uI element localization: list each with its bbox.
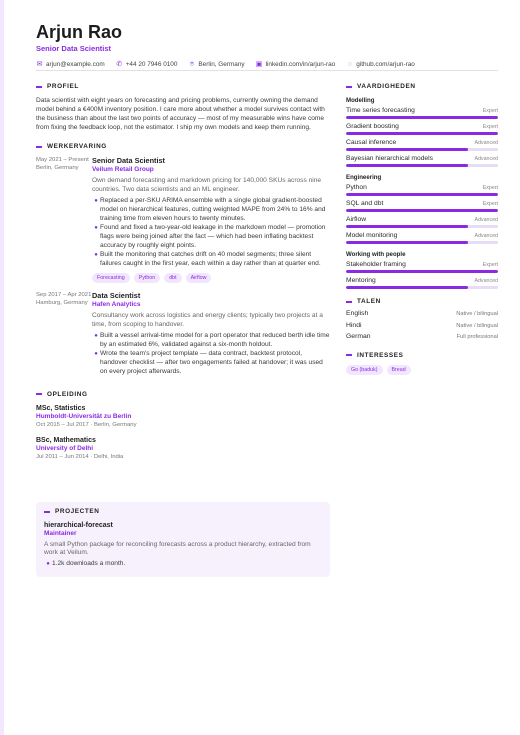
skill-item [346, 106, 498, 119]
language-item [346, 332, 498, 342]
skills-list [346, 97, 498, 289]
language-item [346, 321, 498, 331]
job-entry [36, 156, 330, 283]
list-item: ● 1.2k downloads a month. [46, 560, 126, 568]
experience-section [36, 143, 330, 376]
skill-bar-track [346, 116, 498, 119]
job-title: Senior Data Scientist [92, 156, 165, 166]
skill-bar-track [346, 286, 498, 289]
project-bullets [44, 560, 322, 569]
project-description: A small Python package for reconciling forecasts across a product hierarchy, extracted from work at Veilum. [44, 540, 311, 557]
header [36, 22, 498, 68]
github-text: github.com/arjun-rao [356, 61, 415, 68]
skill-bar-track [346, 164, 498, 167]
skill-name: Airflow [346, 216, 367, 223]
email-text: arjun@example.com [46, 61, 105, 68]
skill-bar-fill [346, 116, 498, 119]
job-description: Own demand forecasting and markdown pricing for 140,000 SKUs across nine countries. Two data scientists and an ML engineer. [92, 177, 322, 194]
degree: BSc, Mathematics [36, 436, 96, 444]
skill-bar-fill [346, 209, 498, 212]
section-marker [44, 511, 50, 513]
phone-text: +44 20 7946 0100 [125, 61, 178, 68]
tag: Airflow [186, 273, 212, 283]
skill-group-title: Working with people [346, 251, 406, 258]
project-name: hierarchical-forecast [44, 522, 113, 529]
section-marker [346, 301, 352, 303]
skill-bar-fill [346, 148, 468, 151]
language-level: Native / bilingual [456, 322, 498, 329]
profile-summary: Data scientist with eight years on forecasting and pricing problems, currently owning the demand model behind a €400M inventory position. I care more about whether a model survives contact with the business than about the last two points of accuracy — most of my measurable wins have come from fixing the feedback loop, not the estimator. I ship my own models and keep them running. [36, 97, 325, 132]
language-name: Hindi [346, 321, 362, 329]
skill-name: Gradient boosting [346, 123, 399, 130]
job-dates: Sep 2017 – Apr 2021 [36, 292, 92, 299]
skill-bar-track [346, 225, 498, 228]
school: Humboldt-Universität zu Berlin [36, 412, 132, 420]
tag: dbt [164, 273, 181, 283]
skill-group-title: Engineering [346, 174, 382, 181]
skill-bar-fill [346, 286, 468, 289]
job-company: Hafen Analytics [92, 301, 141, 309]
contact-phone[interactable] [116, 61, 178, 68]
job-bullets [92, 332, 330, 377]
skill-name: Causal inference [346, 139, 397, 146]
location-text: Berlin, Germany [198, 61, 245, 68]
skill-item [346, 154, 498, 167]
contact-location [188, 61, 244, 68]
job-location: Hamburg, Germany [36, 300, 88, 307]
job-description: Consultancy work across logistics and energy clients; typically two projects at a time, from scoping to handover. [92, 312, 323, 329]
skill-name: Bayesian hierarchical models [346, 155, 433, 162]
skill-bar-fill [346, 225, 468, 228]
sidebar-column [346, 83, 498, 375]
job-bullets [92, 197, 330, 268]
projects-section [36, 502, 330, 577]
skill-bar-track [346, 132, 498, 135]
languages-section [346, 298, 498, 342]
section-marker [36, 393, 42, 395]
candidate-name: Arjun Rao [36, 22, 123, 42]
section-title-skills: VAARDIGHEDEN [357, 83, 416, 90]
skill-level: Expert [482, 201, 498, 207]
main-column [36, 83, 330, 462]
skill-name: Model monitoring [346, 232, 398, 239]
section-title-interests: INTERESSES [357, 351, 404, 359]
section-title-education: OPLEIDING [47, 390, 88, 398]
skill-name: Stakeholder framing [346, 261, 406, 268]
skill-name: Time series forecasting [346, 107, 415, 114]
skill-item [346, 215, 498, 228]
skill-name: Mentoring [346, 277, 376, 284]
skill-level: Advanced [474, 217, 498, 223]
job-entry [36, 291, 330, 376]
language-name: English [346, 310, 369, 317]
education-entry [36, 436, 330, 462]
education-meta: Jul 2011 – Jun 2014 · Delhi, India [36, 454, 124, 461]
skill-name: Python [346, 184, 367, 191]
job-title: Data Scientist [92, 291, 141, 301]
skill-level: Expert [482, 108, 498, 114]
job-location: Berlin, Germany [36, 165, 79, 172]
contact-linkedin[interactable] [256, 61, 336, 68]
education-entry [36, 404, 330, 430]
section-marker [36, 146, 42, 148]
section-marker [346, 354, 352, 356]
skill-bar-fill [346, 193, 498, 196]
interest-tag: Bread [387, 365, 411, 375]
contact-github[interactable] [346, 61, 415, 68]
job-dates: May 2021 – Present [36, 157, 89, 164]
github-icon: ◌ [347, 61, 352, 68]
skill-level: Expert [482, 262, 498, 268]
pin-icon: ⌾ [189, 61, 195, 68]
skill-group-title: Modelling [346, 97, 375, 104]
skill-level: Expert [482, 185, 498, 191]
skill-tags [92, 273, 330, 283]
skill-level: Advanced [474, 156, 498, 162]
contact-row [36, 61, 498, 68]
list-item: ● Found and fixed a two-year-old leakage in the markdown model — promotion flags were being joined after the fact — which had been inflating backtest accuracy by roughly eight points. [94, 223, 326, 249]
skill-bar-fill [346, 164, 468, 167]
tag: Python [134, 273, 161, 283]
language-item [346, 309, 498, 319]
language-level: Full professional [456, 334, 498, 340]
list-item: ● Built the monitoring that catches drift on 40 model segments; three silent failures caught in the first year, each within a day rather than at quarter end. [94, 250, 321, 267]
skill-bar-fill [346, 241, 468, 244]
skill-bar-track [346, 148, 498, 151]
skill-bar-track [346, 241, 498, 244]
school: University of Delhi [36, 444, 94, 452]
profile-section [36, 83, 330, 132]
phone-icon: ✆ [116, 61, 123, 68]
section-title-languages: TALEN [357, 298, 381, 305]
skill-item [346, 138, 498, 151]
skill-item [346, 260, 498, 273]
skill-group [346, 251, 498, 289]
skill-level: Advanced [474, 278, 498, 284]
skill-item [346, 199, 498, 212]
candidate-role: Senior Data Scientist [36, 44, 112, 53]
section-marker [346, 86, 352, 88]
skill-group [346, 97, 498, 167]
skill-bar-track [346, 209, 498, 212]
education-section [36, 391, 330, 462]
skill-bar-track [346, 270, 498, 273]
section-title-projects: PROJECTEN [55, 508, 100, 515]
linkedin-icon: ▣ [255, 61, 263, 68]
skill-group [346, 174, 498, 244]
header-divider [36, 70, 498, 71]
skill-item [346, 122, 498, 135]
language-level: Native / bilingual [456, 311, 498, 317]
contact-email[interactable] [36, 61, 105, 68]
skill-item [346, 276, 498, 289]
section-title-experience: WERKERVARING [47, 143, 107, 151]
skill-bar-fill [346, 132, 498, 135]
job-company: Veilum Retail Group [92, 166, 154, 174]
education-meta: Oct 2015 – Jul 2017 · Berlin, Germany [36, 422, 137, 429]
skill-item [346, 183, 498, 196]
interest-tags [346, 365, 498, 375]
skills-section [346, 83, 498, 289]
skill-name: SQL and dbt [346, 200, 384, 207]
skill-level: Expert [482, 124, 498, 130]
interest-tag: Go (baduk) [346, 365, 383, 375]
skill-bar-fill [346, 270, 498, 273]
section-marker [36, 86, 42, 88]
skill-level: Advanced [474, 140, 498, 146]
list-item: ● Wrote the team's project template — data contract, backtest protocol, handover checklist — after two engagements failed at handover; it was used on every project afterwards. [94, 350, 323, 375]
section-title-profile: PROFIEL [47, 83, 79, 90]
interests-section [346, 352, 498, 375]
degree: MSc, Statistics [36, 404, 86, 412]
mail-icon: ✉ [36, 61, 43, 68]
project-role: Maintainer [44, 530, 77, 537]
tag: Forecasting [92, 273, 130, 283]
skill-item [346, 231, 498, 244]
language-name: German [346, 333, 371, 340]
list-item: ● Built a vessel arrival-time model for a port operator that reduced berth idle time by an estimated 6%, validated against a six-month holdout. [94, 332, 330, 349]
skill-bar-track [346, 193, 498, 196]
languages-list [346, 309, 498, 342]
linkedin-text: linkedin.com/in/arjun-rao [265, 61, 336, 68]
skill-level: Advanced [474, 233, 498, 239]
list-item: ● Replaced a per-SKU ARIMA ensemble with a single global gradient-boosted model on hierarchical features, cutting weighted MAPE from 24% to 16% and training time from eleven hours to twenty minutes. [94, 197, 326, 222]
